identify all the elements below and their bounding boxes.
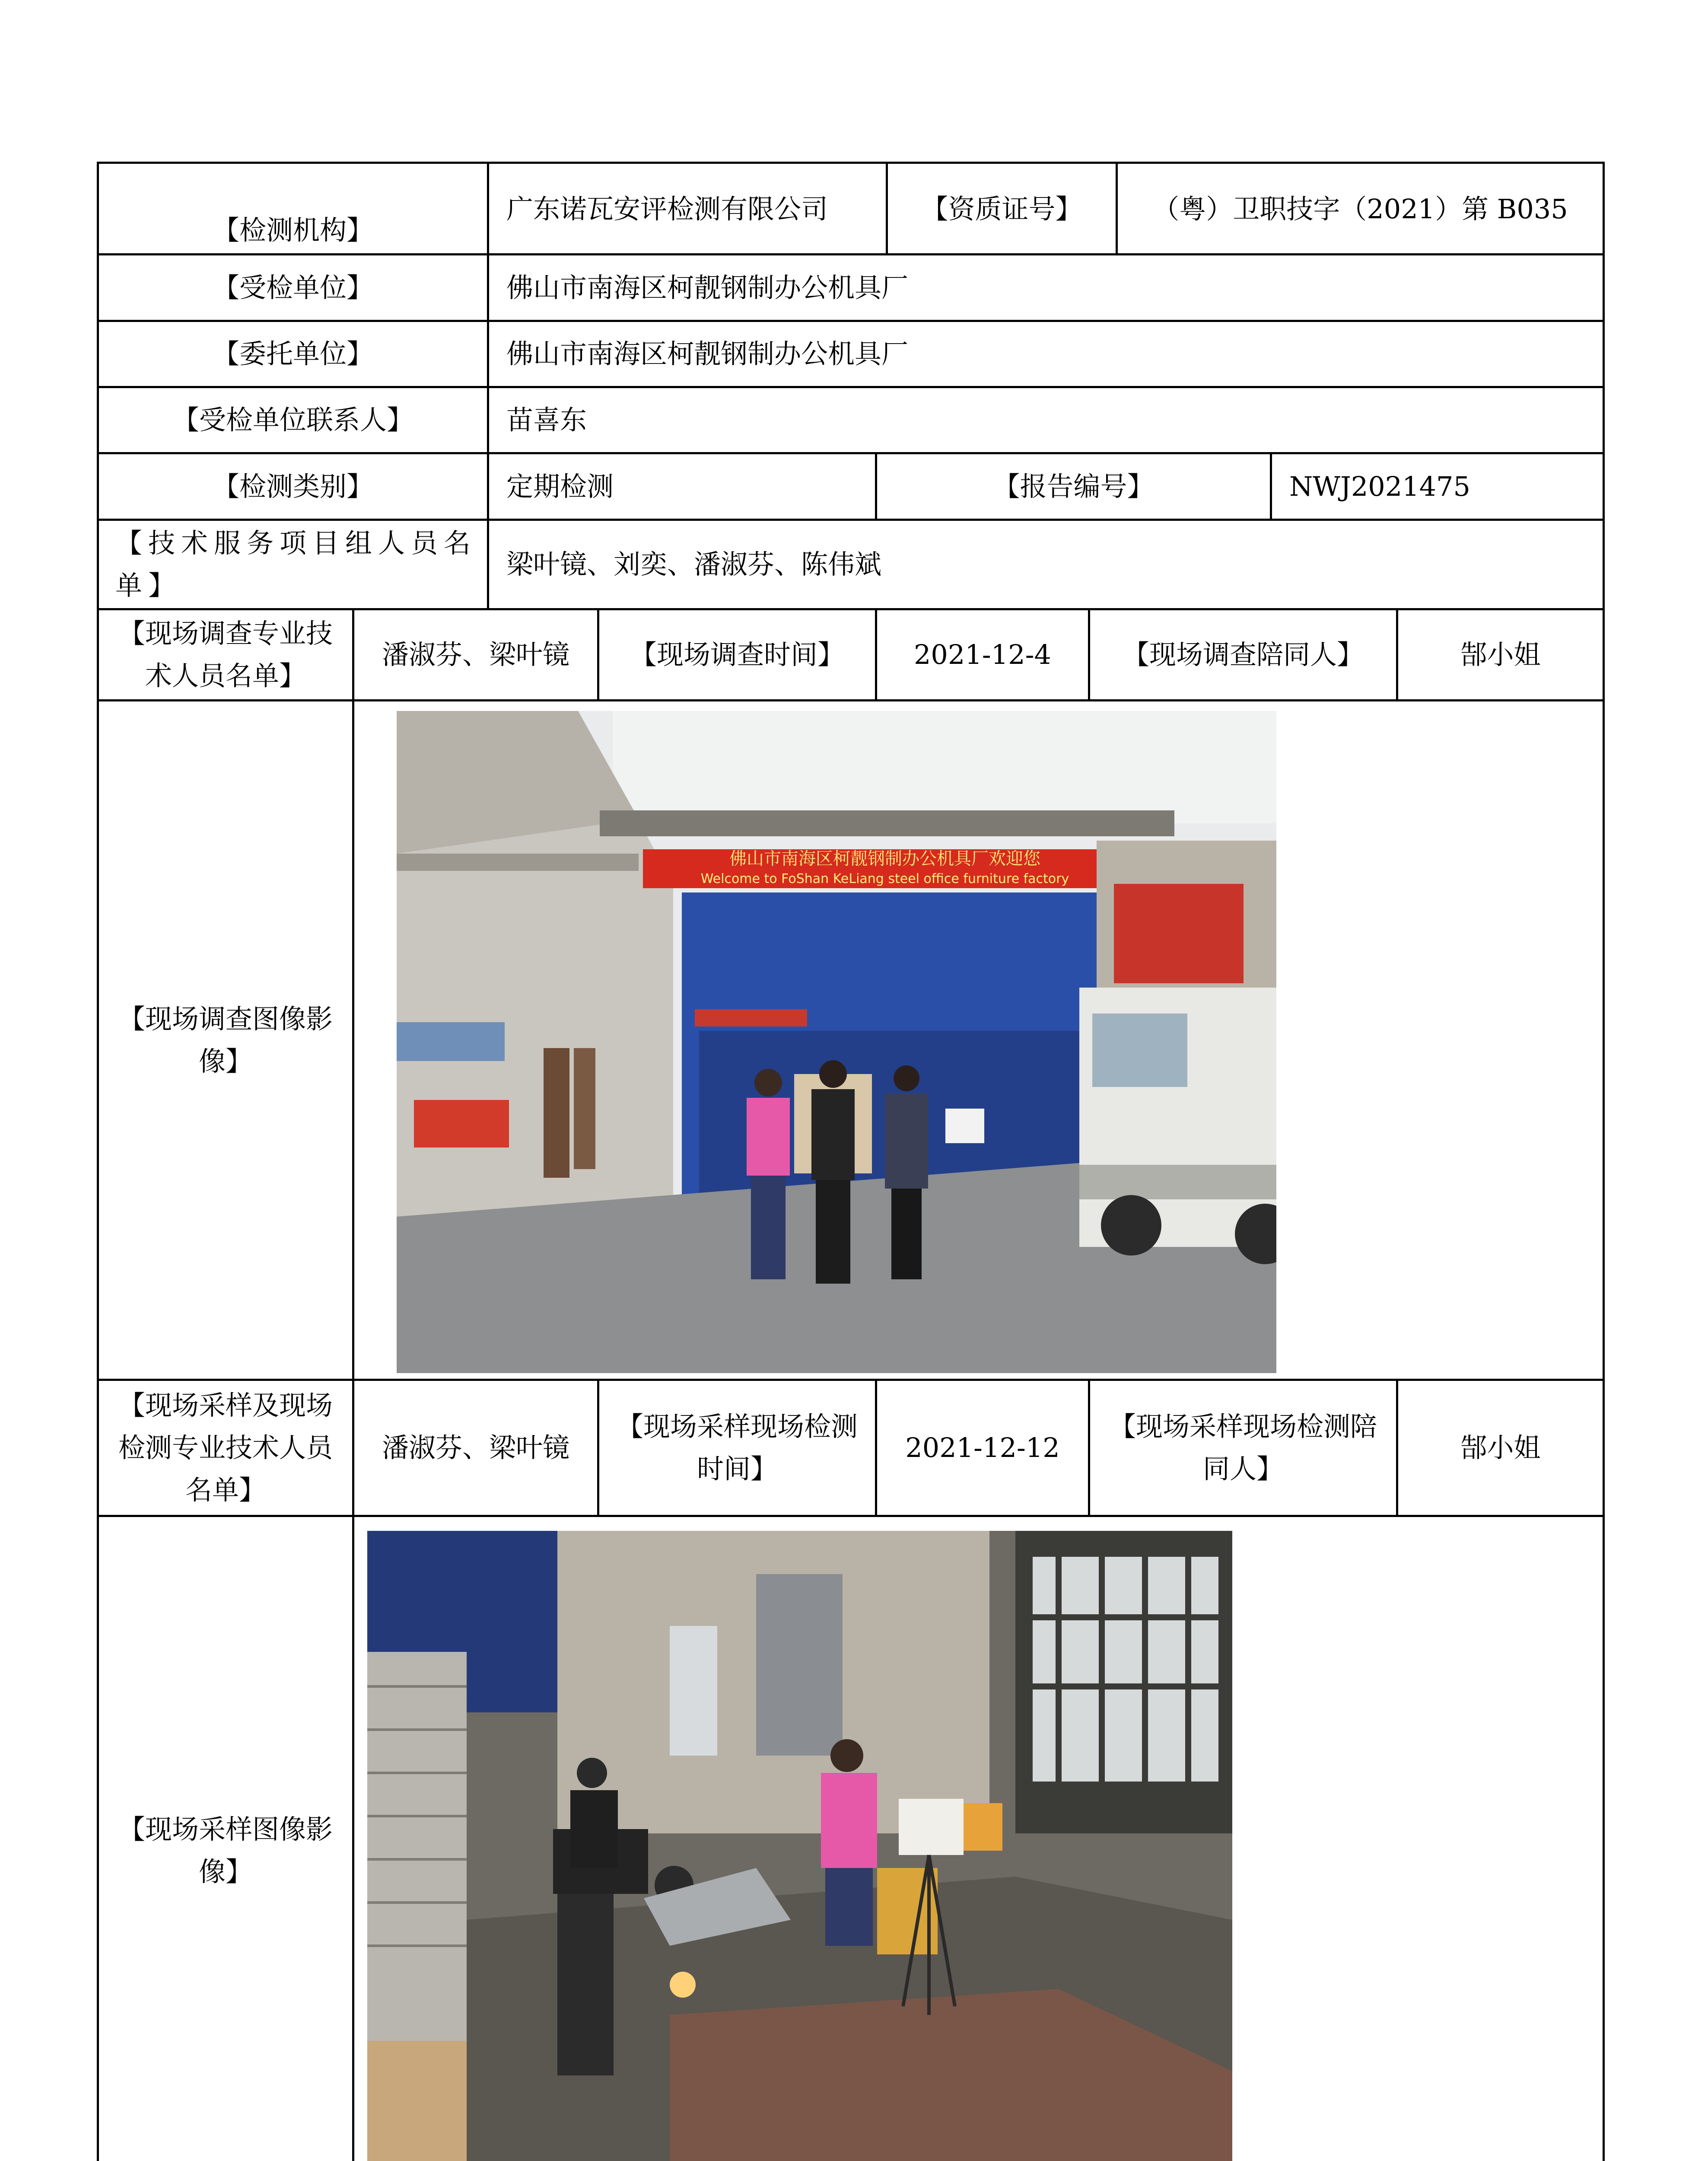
sampling-time-label-cell xyxy=(597,1381,875,1515)
sampling-escort-value: 郜小姐 xyxy=(1460,1432,1541,1463)
sampling-escort-value-cell xyxy=(1396,1381,1605,1515)
survey-escort-value: 郜小姐 xyxy=(1460,639,1541,670)
team-label: 【技术服务项目组人员名单】 xyxy=(115,527,477,601)
contact-value: 苗喜东 xyxy=(506,404,587,436)
contact-label-cell xyxy=(97,388,487,452)
cert-label-cell xyxy=(886,164,1116,253)
survey-time-label: 【现场调查时间】 xyxy=(630,639,844,670)
row-team xyxy=(97,519,1605,608)
row-inspected xyxy=(97,253,1605,320)
sampling-staff-label: 【现场采样及现场检测专业技术人员名单】 xyxy=(118,1390,333,1506)
sampling-image-label: 【现场采样图像影像】 xyxy=(118,1814,333,1887)
survey-staff-label-cell xyxy=(97,610,352,699)
banner-cn-text: 佛山市南海区柯靓钢制办公机具厂欢迎您 xyxy=(729,849,1040,869)
client-label-cell xyxy=(97,322,487,386)
sampling-escort-label-cell xyxy=(1088,1381,1396,1515)
type-value: 定期检测 xyxy=(506,470,614,502)
survey-time-value: 2021-12-4 xyxy=(913,639,1052,670)
inspected-value-cell xyxy=(487,255,1605,320)
sampling-photo xyxy=(367,1531,1232,2161)
org-value-cell xyxy=(487,164,886,253)
row-contact xyxy=(97,386,1605,452)
survey-escort-label-cell xyxy=(1088,610,1396,699)
sampling-image-label-cell xyxy=(97,1517,352,2161)
row-org xyxy=(97,162,1605,253)
survey-photo xyxy=(397,711,1276,1373)
org-label: 【检测机构】 xyxy=(212,214,373,246)
survey-staff-label: 【现场调查专业技术人员名单】 xyxy=(118,618,333,692)
org-value: 广东诺瓦安评检测有限公司 xyxy=(506,193,828,225)
org-label-cell xyxy=(97,164,487,253)
client-label: 【委托单位】 xyxy=(212,338,373,370)
row-type xyxy=(97,452,1605,519)
report-value: NWJ2021475 xyxy=(1289,470,1470,502)
client-value-cell xyxy=(487,322,1605,386)
contact-value-cell xyxy=(487,388,1605,452)
report-value-cell xyxy=(1270,454,1605,519)
type-label: 【检测类别】 xyxy=(212,470,373,502)
inspected-label-cell xyxy=(97,255,487,320)
cert-value: （粤）卫职技字（2021）第 B035 xyxy=(1152,193,1568,225)
banner-en-text: Welcome to FoShan KeLiang steel office furniture factory xyxy=(700,871,1069,886)
row-survey-image xyxy=(97,699,1605,1379)
person-middle xyxy=(811,1060,855,1284)
survey-time-label-cell xyxy=(597,610,875,699)
sampling-escort-label: 【现场采样现场检测陪同人】 xyxy=(1109,1411,1377,1485)
report-label-cell xyxy=(875,454,1270,519)
survey-staff-value: 潘淑芬、梁叶镜 xyxy=(382,639,569,670)
report-label: 【报告编号】 xyxy=(993,470,1154,502)
inspected-value: 佛山市南海区柯靓钢制办公机具厂 xyxy=(506,271,909,303)
person-right xyxy=(885,1065,928,1279)
cert-value-cell xyxy=(1116,164,1605,253)
sampling-staff-value: 潘淑芬、梁叶镜 xyxy=(382,1432,569,1463)
inspected-label: 【受检单位】 xyxy=(212,271,373,303)
survey-staff-value-cell xyxy=(352,610,597,699)
contact-label: 【受检单位联系人】 xyxy=(172,404,413,436)
survey-image-label: 【现场调查图像影像】 xyxy=(118,1003,333,1077)
type-value-cell xyxy=(487,454,875,519)
row-client xyxy=(97,320,1605,386)
inspection-record-table xyxy=(97,162,1605,2161)
sampling-time-value-cell xyxy=(875,1381,1088,1515)
sampling-time-value: 2021-12-12 xyxy=(905,1432,1060,1463)
client-value: 佛山市南海区柯靓钢制办公机具厂 xyxy=(506,338,909,370)
row-survey xyxy=(97,608,1605,699)
row-sampling xyxy=(97,1379,1605,1515)
survey-image-label-cell xyxy=(97,701,352,1379)
survey-escort-value-cell xyxy=(1396,610,1605,699)
team-value-cell xyxy=(487,521,1605,608)
type-label-cell xyxy=(97,454,487,519)
team-value: 梁叶镜、刘奕、潘淑芬、陈伟斌 xyxy=(506,548,882,580)
row-sampling-image xyxy=(97,1515,1605,2161)
person-left xyxy=(747,1069,790,1279)
cert-label: 【资质证号】 xyxy=(921,193,1082,225)
team-label-cell xyxy=(97,521,487,608)
sampling-staff-label-cell xyxy=(97,1381,352,1515)
survey-escort-label: 【现场调查陪同人】 xyxy=(1122,639,1364,670)
sampling-time-label: 【现场采样现场检测时间】 xyxy=(617,1411,858,1485)
sampling-staff-value-cell xyxy=(352,1381,597,1515)
survey-time-value-cell xyxy=(875,610,1088,699)
